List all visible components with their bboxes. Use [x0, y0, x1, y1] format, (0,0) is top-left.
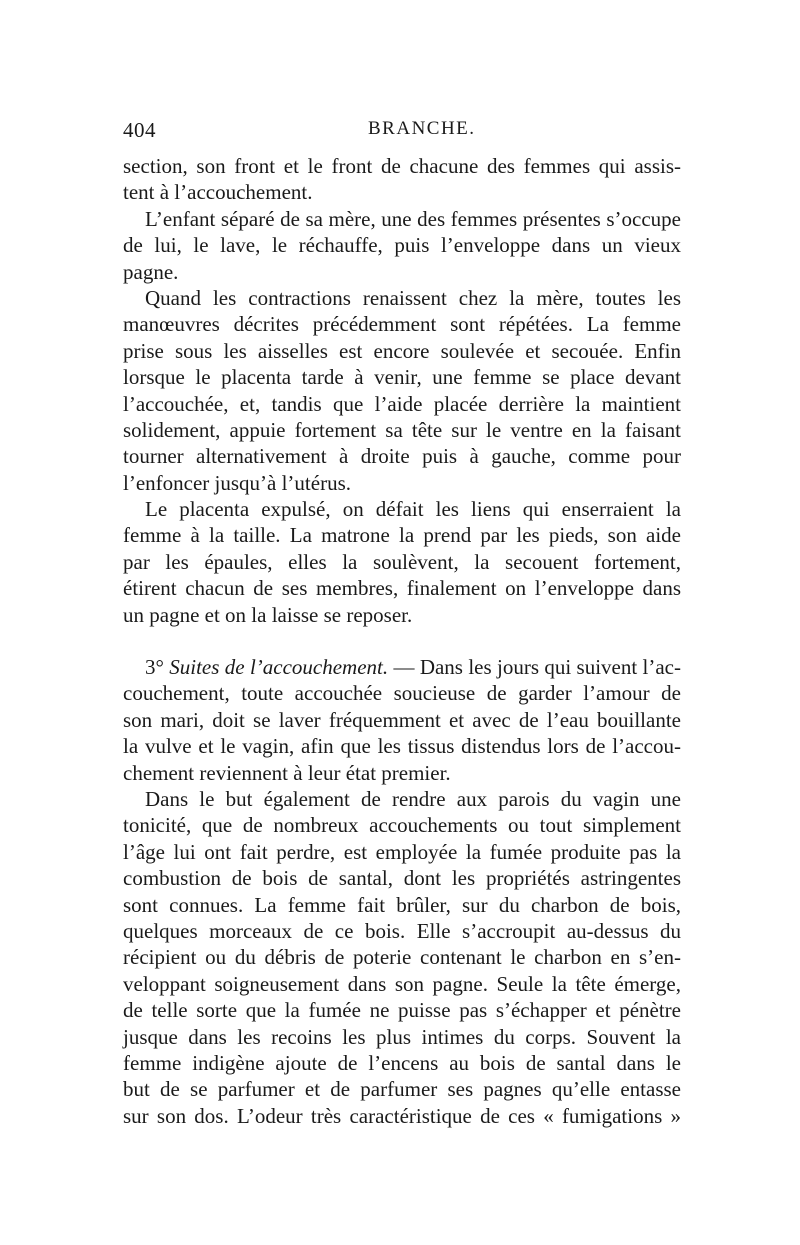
paragraph — [123, 496, 681, 628]
text-line: son mari, doit se laver fréquemment et avec de l’eau bouillante — [123, 707, 681, 732]
text-line: femme indigène ajoute de l’encens au bois de santal dans le — [123, 1050, 681, 1075]
text-line: prise sous les aisselles est encore soulevée et secouée. Enfin — [123, 338, 681, 363]
text-line: veloppant soigneusement dans son pagne. Seule la tête émerge, — [123, 971, 681, 996]
page-header — [123, 118, 683, 146]
section-paragraph — [123, 654, 681, 786]
paragraph — [123, 786, 681, 1129]
page-number: 404 — [123, 118, 156, 142]
text-line: l’âge lui ont fait perdre, est employée la fumée produite pas la — [123, 839, 681, 864]
section-gap — [123, 628, 681, 654]
text-line: récipient ou du débris de poterie contenant le charbon en s’en- — [123, 945, 681, 970]
text-line: par les épaules, elles la soulèvent, la secouent fortement, — [123, 549, 681, 574]
text-line: combustion de bois de santal, dont les propriétés astringentes — [123, 866, 681, 891]
text-line: section, son front et le front de chacune des femmes qui assis- — [123, 154, 681, 178]
text-line: lorsque le placenta tarde à venir, une femme se place devant — [123, 365, 681, 390]
paragraph — [123, 285, 681, 496]
text-line: but de se parfumer et de parfumer ses pagnes qu’elle entasse — [123, 1077, 681, 1102]
text-line: chement reviennent à leur état premier. — [123, 760, 451, 785]
text-line: la vulve et le vagin, afin que les tissus distendus lors de l’accou- — [123, 734, 681, 759]
text-line: femme à la taille. La matrone la prend par les pieds, son aide — [123, 523, 681, 548]
text-line: L’enfant séparé de sa mère, une des femmes présentes s’occupe — [145, 206, 681, 231]
paragraph — [123, 153, 681, 206]
text-line: pagne. — [123, 259, 179, 284]
text-line: couchement, toute accouchée soucieuse de garder l’amour de — [123, 681, 681, 706]
text-line: tonicité, que de nombreux accouchements ou tout simplement — [123, 813, 681, 838]
text-line: Dans le but également de rendre aux parois du vagin une — [145, 786, 681, 811]
text-line: manœuvres décrites précédemment sont répétées. La femme — [123, 312, 681, 337]
text-line: Quand les contractions renaissent chez la mère, toutes les — [145, 285, 681, 310]
text-line: de telle sorte que la fumée ne puisse pas s’échapper et pénètre — [123, 998, 681, 1023]
text-line: l’accouchée, et, tandis que l’aide placée derrière la maintient — [123, 391, 681, 416]
text-line: de lui, le lave, le réchauffe, puis l’enveloppe dans un vieux — [123, 233, 681, 258]
text-line: tent à l’accouchement. — [123, 180, 313, 205]
text-line: l’enfoncer jusqu’à l’utérus. — [123, 470, 351, 495]
text-line: solidement, appuie fortement sa tête sur le ventre en la faisant — [123, 417, 681, 442]
section-first-line-text: — Dans les jours qui suivent l’ac- — [388, 655, 681, 680]
running-head: BRANCHE. — [368, 118, 476, 139]
section-first-line — [123, 654, 681, 680]
section-title: Suites de l’accouchement. — [169, 655, 389, 680]
text-line: étirent chacun de ses membres, finalement on l’enveloppe dans — [123, 576, 681, 601]
text-line: quelques morceaux de ce bois. Elle s’accroupit au-dessus du — [123, 918, 681, 943]
text-line: Le placenta expulsé, on défait les liens qui enserraient la — [145, 497, 681, 522]
text-line: tourner alternativement à droite puis à gauche, comme pour — [123, 444, 681, 469]
text-line: sur son dos. L’odeur très caractéristique de ces « fumigations » — [123, 1103, 681, 1128]
text-line: un pagne et on la laisse se reposer. — [123, 602, 413, 627]
section-number: 3° — [145, 655, 164, 680]
paragraph — [123, 206, 681, 285]
text-line: jusque dans les recoins les plus intimes du corps. Souvent la — [123, 1024, 681, 1049]
body-text — [123, 153, 681, 1129]
text-line: sont connues. La femme fait brûler, sur du charbon de bois, — [123, 892, 681, 917]
